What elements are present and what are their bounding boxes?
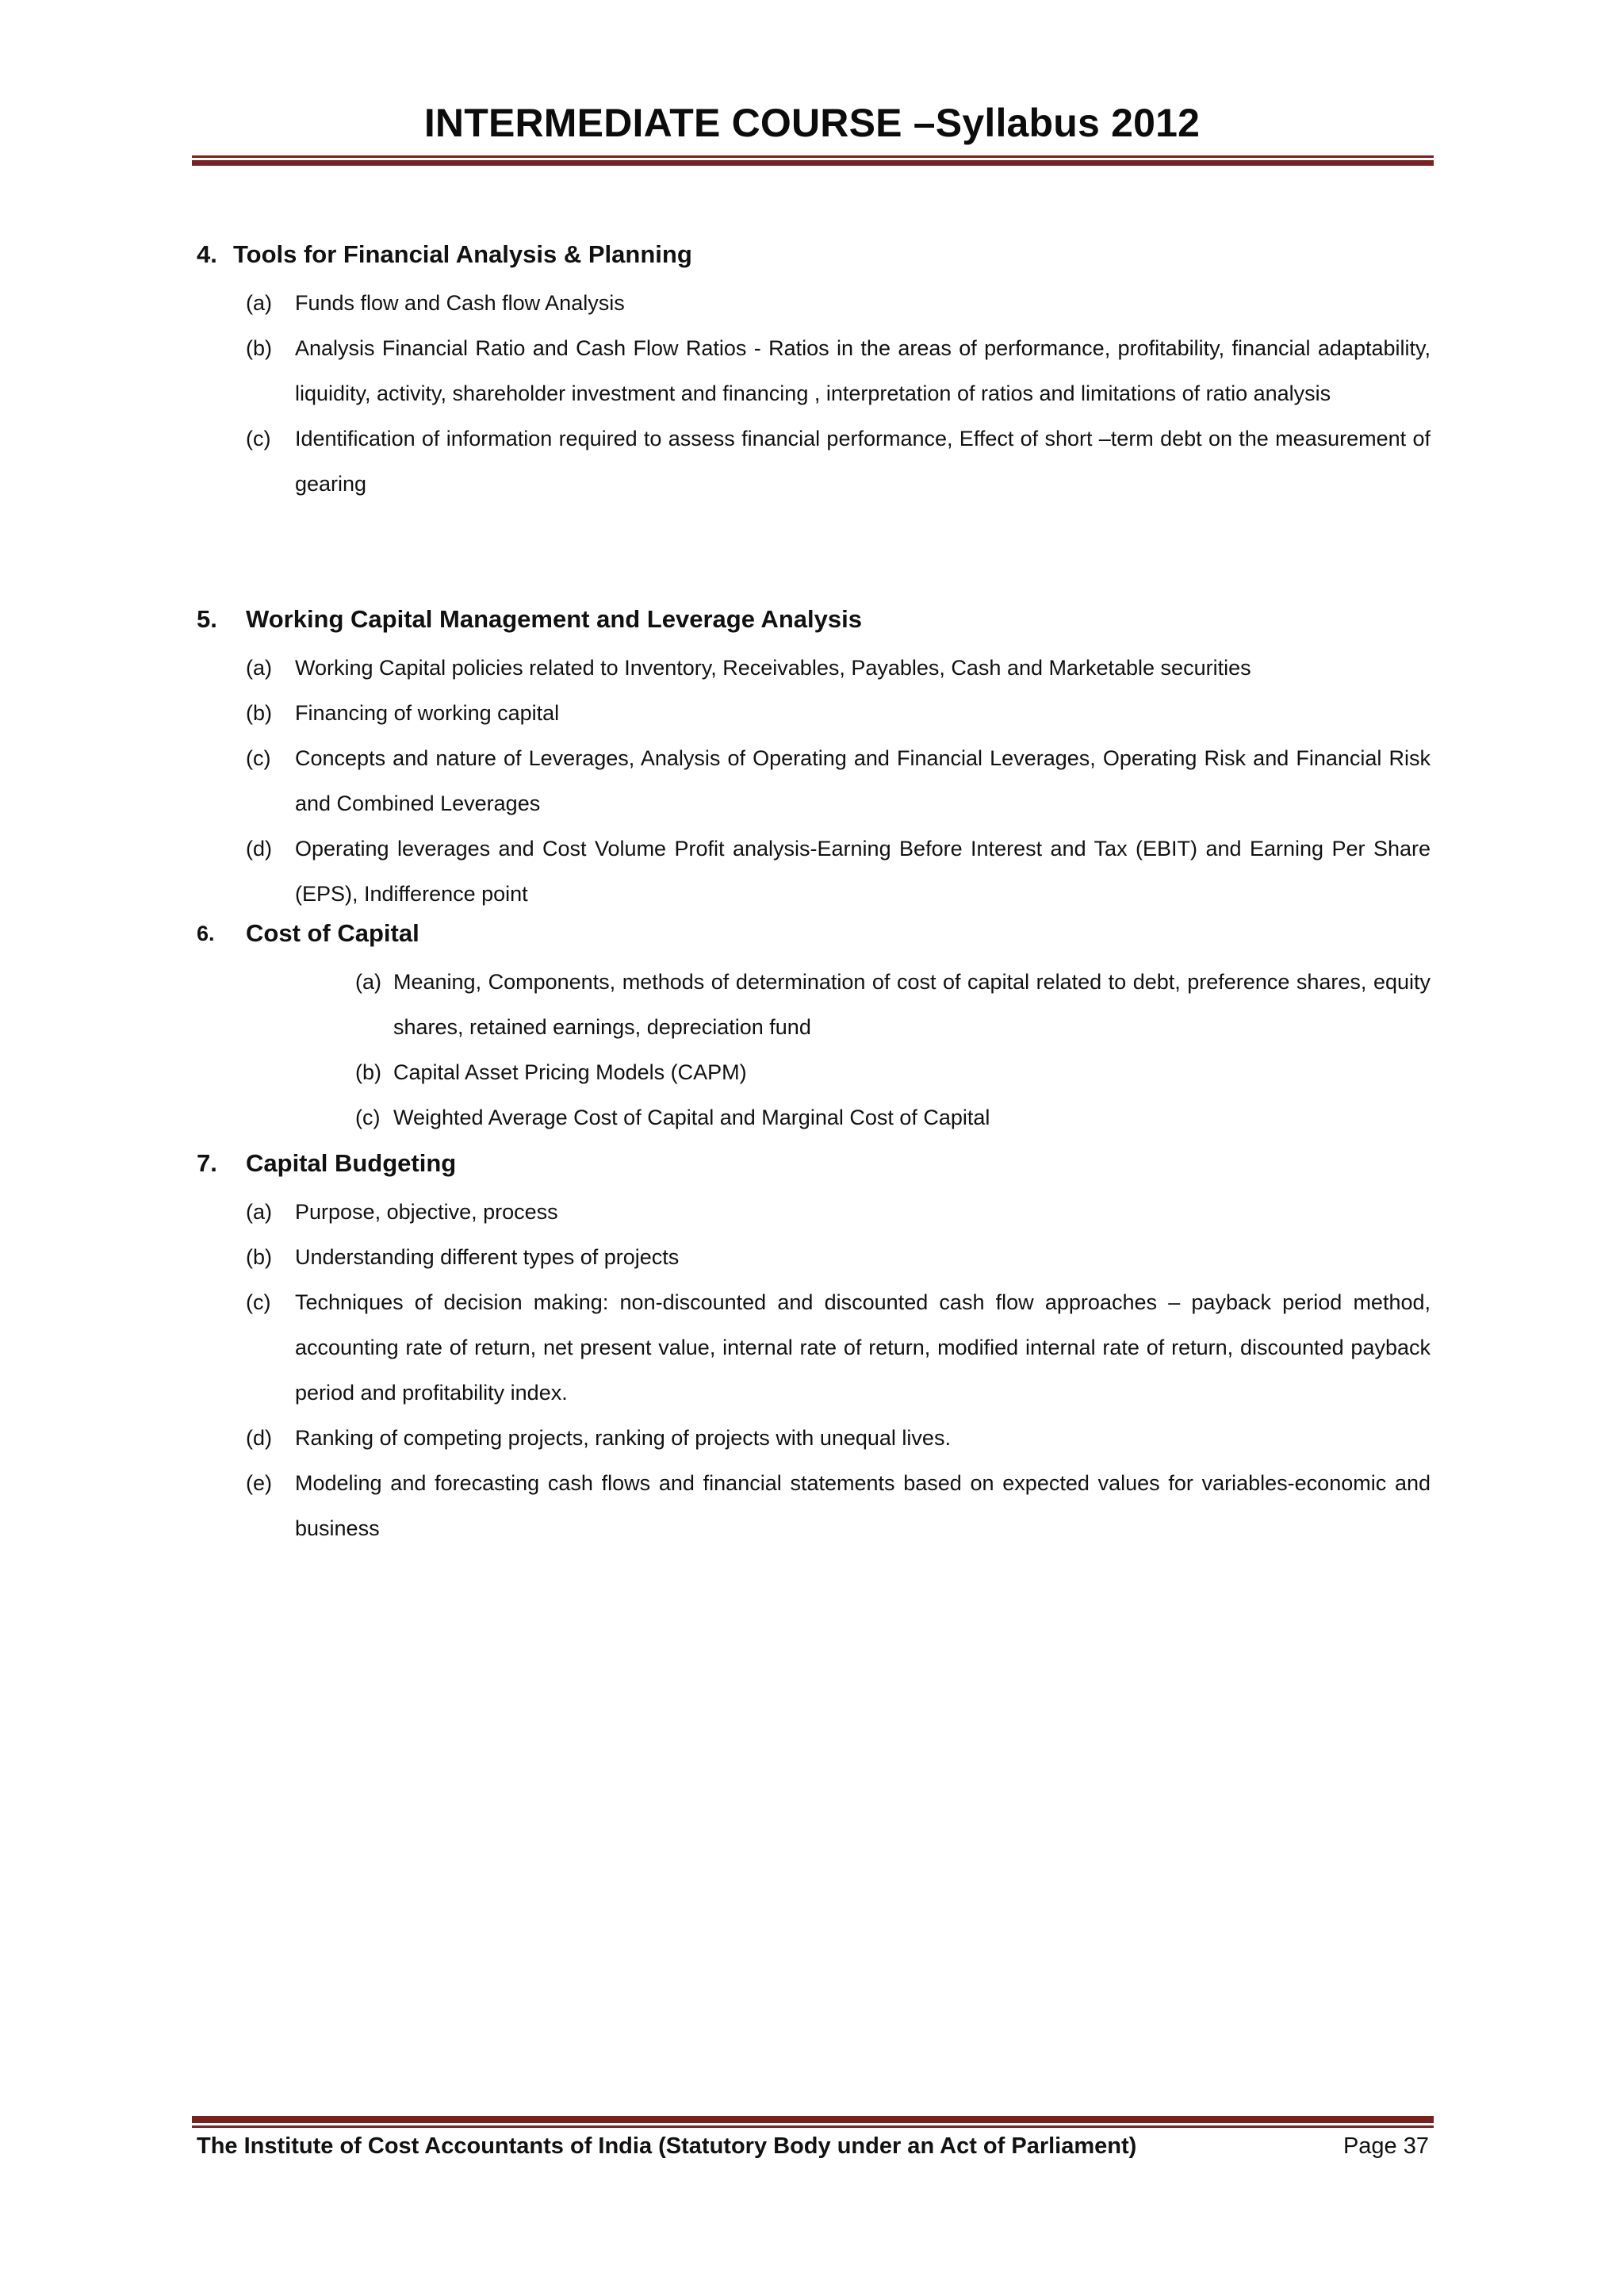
list-item (246, 1235, 1431, 1280)
list-item (246, 691, 1431, 736)
item-text: Meaning, Components, methods of determination of cost of capital related to debt, preference shares, equity shares, retained earnings, depreciation fund (393, 970, 1431, 1039)
section-title: Cost of Capital (246, 919, 419, 947)
sub-item-list (246, 646, 1431, 917)
section-4 (197, 236, 1431, 533)
header-rule (192, 155, 1434, 166)
page-number: Page 37 (1342, 2133, 1429, 2159)
item-marker: (c) (246, 1290, 271, 1314)
list-item (246, 326, 1431, 416)
item-marker: (d) (246, 837, 272, 861)
section-title: Tools for Financial Analysis & Planning (233, 240, 692, 268)
item-marker: (a) (246, 656, 272, 680)
sub-item-list (246, 281, 1431, 507)
section-heading (197, 236, 1431, 273)
item-text: Concepts and nature of Leverages, Analysis of Operating and Financial Leverages, Operating Risk and Financial Risk and Combined Leverages (295, 746, 1431, 815)
section-7 (197, 1145, 1431, 1551)
item-marker: (a) (355, 970, 381, 994)
item-marker: (e) (246, 1471, 272, 1495)
item-text: Financing of working capital (295, 701, 560, 725)
item-text: Working Capital policies related to Inventory, Receivables, Payables, Cash and Marketable securities (295, 656, 1251, 680)
item-text: Weighted Average Cost of Capital and Marginal Cost of Capital (393, 1106, 990, 1129)
list-item (355, 1095, 1431, 1140)
item-text: Ranking of competing projects, ranking of projects with unequal lives. (295, 1426, 951, 1450)
item-text: Funds flow and Cash flow Analysis (295, 291, 625, 315)
item-marker: (a) (246, 291, 272, 315)
item-text: Analysis Financial Ratio and Cash Flow Ratios - Ratios in the areas of performance, profitability, financial adaptability, liquidity, activity, shareholder investment and financing , interpretation of ratios and limitations of ratio analysis (295, 336, 1431, 405)
item-text: Identification of information required to assess financial performance, Effect of short –term debt on the measurement of gearing (295, 427, 1431, 496)
item-marker: (d) (246, 1426, 272, 1450)
item-text: Techniques of decision making: non-discounted and discounted cash flow approaches – payback period method, accounting rate of return, net present value, internal rate of return, modified internal rate of return, discounted payback period and profitability index. (295, 1290, 1431, 1405)
page-title: INTERMEDIATE COURSE –Syllabus 2012 (423, 101, 1201, 145)
item-marker: (b) (246, 701, 272, 725)
section-heading (197, 601, 1431, 638)
section-number: 5. (197, 605, 217, 633)
item-text: Modeling and forecasting cash flows and financial statements based on expected values for variables-economic and business (295, 1471, 1431, 1540)
list-item (246, 281, 1431, 326)
item-marker: (b) (355, 1060, 381, 1084)
item-marker: (a) (246, 1200, 272, 1224)
list-item (246, 736, 1431, 826)
list-item (246, 646, 1431, 691)
item-text: Purpose, objective, process (295, 1200, 558, 1224)
list-item (246, 1461, 1431, 1551)
item-marker: (b) (246, 1245, 272, 1269)
item-marker: (b) (246, 336, 272, 360)
item-text: Understanding different types of projects (295, 1245, 680, 1269)
syllabus-content (197, 236, 1431, 1551)
section-6 (197, 915, 1431, 1145)
item-marker: (c) (246, 427, 271, 450)
list-item (246, 1416, 1431, 1461)
list-item (246, 826, 1431, 917)
section-title: Working Capital Management and Leverage Analysis (246, 605, 862, 633)
sub-item-list (355, 960, 1431, 1140)
list-item (355, 960, 1431, 1050)
section-number: 6. (197, 922, 215, 945)
section-heading (197, 915, 1431, 952)
item-marker: (c) (246, 746, 271, 770)
section-title: Capital Budgeting (246, 1149, 457, 1177)
list-item (246, 1190, 1431, 1235)
list-item (246, 416, 1431, 507)
list-item (355, 1050, 1431, 1095)
item-text: Operating leverages and Cost Volume Profit analysis-Earning Before Interest and Tax (EBIT) and Earning Per Share (EPS), Indifference point (295, 837, 1431, 906)
section-heading (197, 1145, 1431, 1182)
section-number: 4. (197, 240, 217, 268)
item-marker: (c) (355, 1106, 381, 1129)
section-5 (197, 601, 1431, 915)
list-item (246, 1280, 1431, 1416)
footer-institute: The Institute of Cost Accountants of India (Statutory Body under an Act of Parliament) (197, 2133, 1137, 2159)
item-text: Capital Asset Pricing Models (CAPM) (393, 1060, 747, 1084)
sub-item-list (246, 1190, 1431, 1551)
section-number: 7. (197, 1149, 217, 1177)
footer-rule (192, 2116, 1434, 2128)
